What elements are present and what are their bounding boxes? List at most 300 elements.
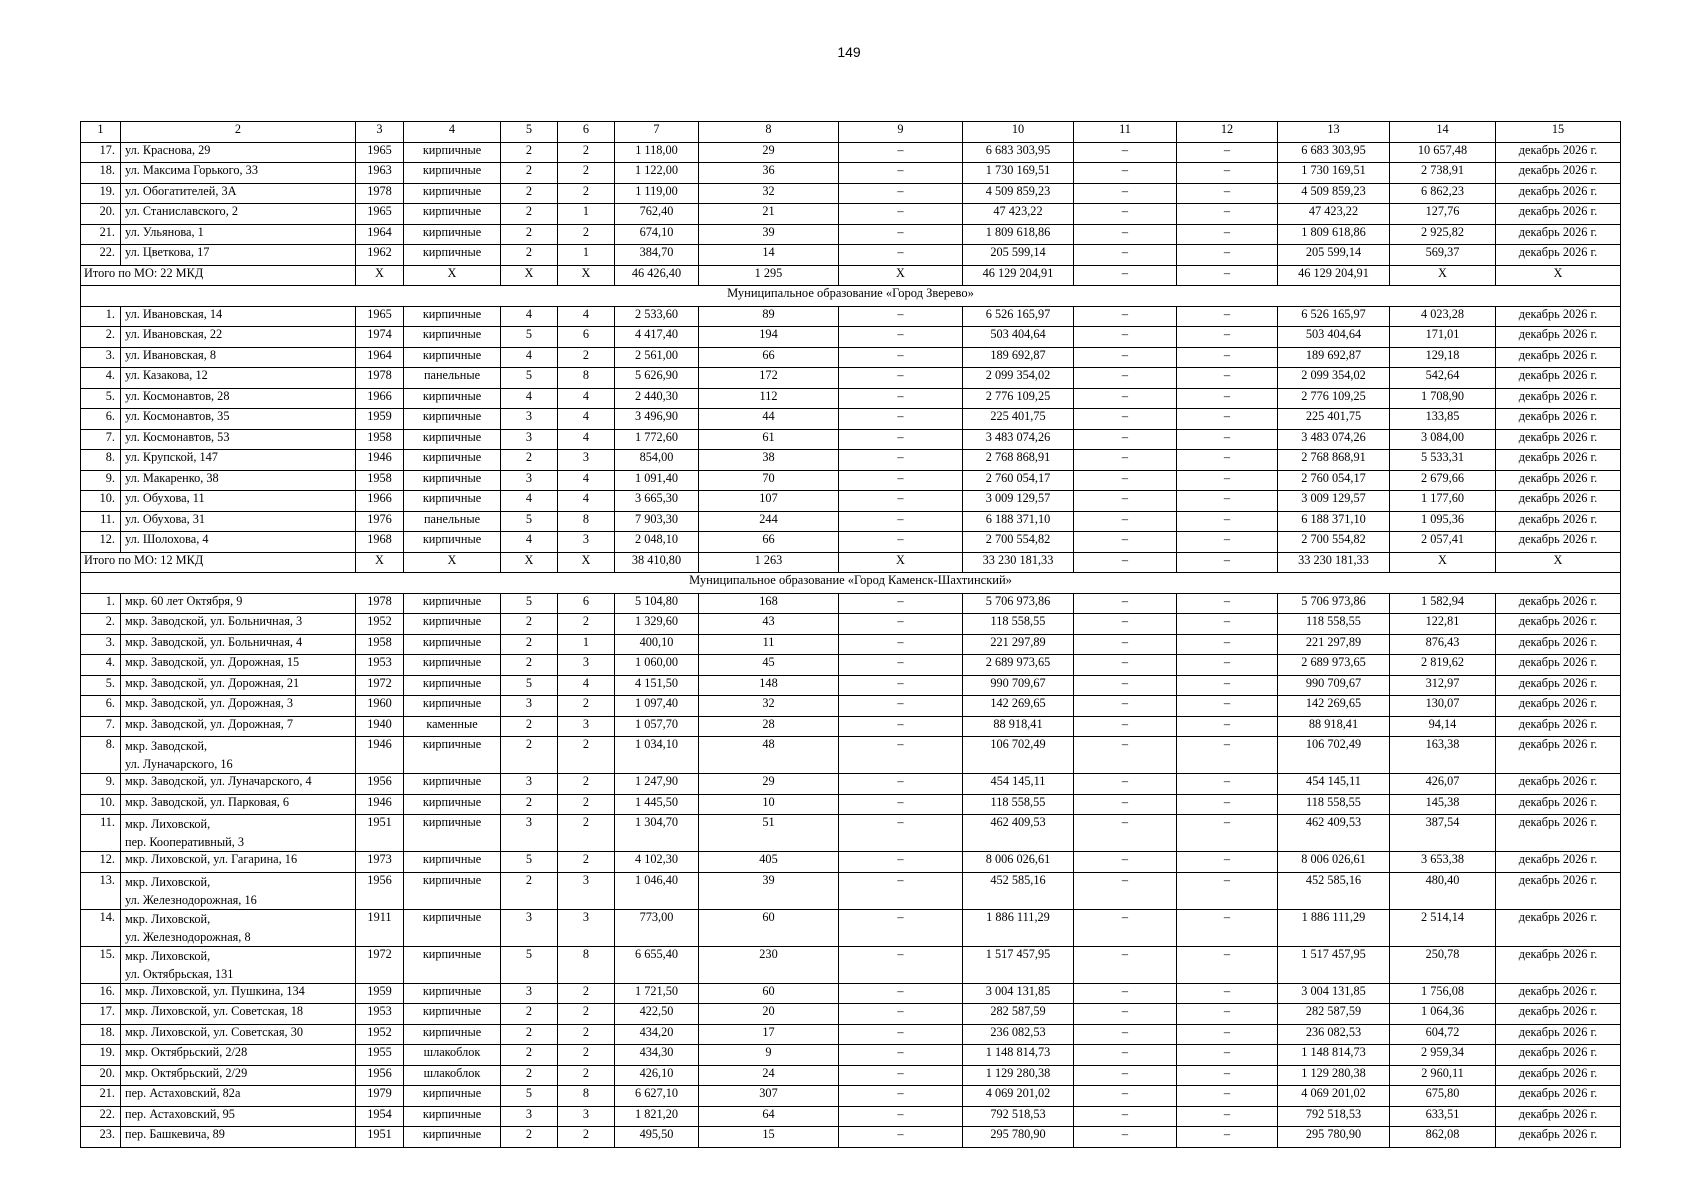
table-cell: 1 057,70 — [615, 716, 699, 737]
table-cell: – — [1074, 511, 1177, 532]
table-cell: – — [1177, 409, 1278, 430]
address-cell: ул. Космонавтов, 35 — [121, 409, 356, 430]
table-cell: 405 — [699, 852, 839, 873]
total-row — [81, 265, 1621, 286]
table-cell: 2 — [558, 1045, 615, 1066]
table-cell: 3 — [501, 774, 558, 795]
table-cell: 8 006 026,61 — [963, 852, 1074, 873]
address-cell: мкр. Заводской, ул. Больничная, 4 — [121, 634, 356, 655]
table-cell: 21. — [81, 1086, 121, 1107]
table-cell: декабрь 2026 г. — [1496, 593, 1621, 614]
table-cell: 70 — [699, 470, 839, 491]
housing-repair-table — [80, 121, 1621, 1148]
table-cell: 2 738,91 — [1390, 163, 1496, 184]
table-cell: декабрь 2026 г. — [1496, 163, 1621, 184]
table-cell: – — [1177, 368, 1278, 389]
table-cell: 3 — [501, 429, 558, 450]
column-number-cell: 5 — [501, 122, 558, 143]
table-cell: 1 — [558, 634, 615, 655]
table-cell: кирпичные — [404, 388, 501, 409]
table-cell: 1 129 280,38 — [963, 1065, 1074, 1086]
table-cell: 4. — [81, 655, 121, 676]
table-cell: кирпичные — [404, 946, 501, 983]
column-number-cell: 8 — [699, 122, 839, 143]
table-cell: 29 — [699, 774, 839, 795]
table-cell: 762,40 — [615, 204, 699, 225]
table-cell: 4 069 201,02 — [963, 1086, 1074, 1107]
table-cell: шлакоблок — [404, 1065, 501, 1086]
total-cell: 46 129 204,91 — [963, 265, 1074, 286]
table-cell: 312,97 — [1390, 675, 1496, 696]
table-cell: 1956 — [356, 774, 404, 795]
table-cell: 633,51 — [1390, 1106, 1496, 1127]
table-cell: 88 918,41 — [963, 716, 1074, 737]
table-cell: – — [1177, 634, 1278, 655]
table-cell: – — [839, 872, 963, 909]
table-cell: декабрь 2026 г. — [1496, 909, 1621, 946]
table-cell: кирпичные — [404, 470, 501, 491]
table-cell: 1 756,08 — [1390, 983, 1496, 1004]
table-cell: 1966 — [356, 388, 404, 409]
table-cell: – — [839, 614, 963, 635]
address-cell: мкр. Лиховской, ул. Гагарина, 16 — [121, 852, 356, 873]
table-cell: 1959 — [356, 983, 404, 1004]
section-heading: Муниципальное образование «Город Зверево» — [81, 286, 1621, 307]
table-cell: – — [1074, 1106, 1177, 1127]
table-cell: 1 721,50 — [615, 983, 699, 1004]
table-cell: 22. — [81, 1106, 121, 1127]
address-cell: мкр. Заводской, ул. Больничная, 3 — [121, 614, 356, 635]
table-cell: 1 247,90 — [615, 774, 699, 795]
table-row — [81, 614, 1621, 635]
table-cell: 8 — [558, 1086, 615, 1107]
table-cell: кирпичные — [404, 1086, 501, 1107]
table-cell: 1965 — [356, 306, 404, 327]
table-row — [81, 224, 1621, 245]
table-cell: 2 — [501, 183, 558, 204]
table-cell: 2 — [501, 1127, 558, 1148]
table-row — [81, 909, 1621, 946]
table-row — [81, 409, 1621, 430]
table-cell: 400,10 — [615, 634, 699, 655]
table-cell: 1940 — [356, 716, 404, 737]
table-cell: 295 780,90 — [963, 1127, 1074, 1148]
table-cell: – — [1177, 852, 1278, 873]
table-cell: кирпичные — [404, 872, 501, 909]
table-cell: 205 599,14 — [1278, 245, 1390, 266]
table-cell: 4 417,40 — [615, 327, 699, 348]
table-cell: 6 526 165,97 — [963, 306, 1074, 327]
table-cell: каменные — [404, 716, 501, 737]
table-cell: – — [839, 852, 963, 873]
table-cell: кирпичные — [404, 306, 501, 327]
table-cell: 434,30 — [615, 1045, 699, 1066]
table-cell: 1946 — [356, 794, 404, 815]
table-cell: 142 269,65 — [1278, 696, 1390, 717]
table-cell: – — [839, 306, 963, 327]
table-cell: 39 — [699, 872, 839, 909]
table-cell: – — [1074, 716, 1177, 737]
table-cell: – — [1074, 327, 1177, 348]
table-cell: 1956 — [356, 872, 404, 909]
table-cell: 2 689 973,65 — [1278, 655, 1390, 676]
table-row — [81, 511, 1621, 532]
column-number-cell: 6 — [558, 122, 615, 143]
table-cell: 221 297,89 — [1278, 634, 1390, 655]
table-cell: – — [839, 409, 963, 430]
table-cell: 1 304,70 — [615, 815, 699, 852]
table-cell: 12. — [81, 532, 121, 553]
table-cell: 2 689 973,65 — [963, 655, 1074, 676]
table-row — [81, 737, 1621, 774]
table-row — [81, 204, 1621, 225]
table-cell: 61 — [699, 429, 839, 450]
table-row — [81, 245, 1621, 266]
table-cell: 2 — [501, 716, 558, 737]
table-cell: 28 — [699, 716, 839, 737]
table-cell: декабрь 2026 г. — [1496, 388, 1621, 409]
table-cell: 51 — [699, 815, 839, 852]
table-row — [81, 1127, 1621, 1148]
table-cell: 2 099 354,02 — [1278, 368, 1390, 389]
total-cell: X — [501, 265, 558, 286]
total-cell: X — [839, 552, 963, 573]
table-cell: 282 587,59 — [1278, 1004, 1390, 1025]
table-cell: 16. — [81, 983, 121, 1004]
table-cell: декабрь 2026 г. — [1496, 429, 1621, 450]
address-cell: мкр. Заводской, ул. Парковая, 6 — [121, 794, 356, 815]
table-cell: декабрь 2026 г. — [1496, 815, 1621, 852]
table-cell: кирпичные — [404, 1106, 501, 1127]
total-cell: 46 426,40 — [615, 265, 699, 286]
table-row — [81, 872, 1621, 909]
table-cell: декабрь 2026 г. — [1496, 946, 1621, 983]
table-cell: 17. — [81, 1004, 121, 1025]
table-cell: 18. — [81, 163, 121, 184]
table-cell: 118 558,55 — [963, 614, 1074, 635]
table-cell: 225 401,75 — [1278, 409, 1390, 430]
address-cell: ул. Ульянова, 1 — [121, 224, 356, 245]
table-cell: 20. — [81, 204, 121, 225]
table-row — [81, 655, 1621, 676]
table-cell: 5 — [501, 511, 558, 532]
table-cell: 2 099 354,02 — [963, 368, 1074, 389]
table-cell: 10. — [81, 794, 121, 815]
total-label: Итого по МО: 12 МКД — [81, 552, 356, 573]
table-cell: 163,38 — [1390, 737, 1496, 774]
table-cell: 1978 — [356, 368, 404, 389]
total-cell: – — [1074, 265, 1177, 286]
table-cell: 2 — [558, 1065, 615, 1086]
address-cell: мкр. Заводской, ул. Дорожная, 15 — [121, 655, 356, 676]
table-row — [81, 306, 1621, 327]
table-cell: 6 — [558, 327, 615, 348]
table-cell: 112 — [699, 388, 839, 409]
table-cell: – — [1074, 1086, 1177, 1107]
table-cell: кирпичные — [404, 852, 501, 873]
table-cell: – — [1177, 716, 1278, 737]
table-row — [81, 983, 1621, 1004]
table-cell: 8 006 026,61 — [1278, 852, 1390, 873]
table-cell: – — [1074, 1045, 1177, 1066]
table-cell: 5 — [501, 1086, 558, 1107]
table-cell: – — [1177, 655, 1278, 676]
table-cell: 2 700 554,82 — [1278, 532, 1390, 553]
table-cell: – — [1177, 327, 1278, 348]
table-cell: 1978 — [356, 183, 404, 204]
table-cell: декабрь 2026 г. — [1496, 716, 1621, 737]
table-cell: 1976 — [356, 511, 404, 532]
address-cell: мкр. Октябрьский, 2/29 — [121, 1065, 356, 1086]
table-cell: 6 — [558, 593, 615, 614]
table-cell: 2 — [558, 347, 615, 368]
table-cell: 2 768 868,91 — [963, 450, 1074, 471]
table-cell: 5 706 973,86 — [1278, 593, 1390, 614]
table-cell: 2 — [558, 696, 615, 717]
table-cell: 47 423,22 — [963, 204, 1074, 225]
table-cell: 2 — [501, 1004, 558, 1025]
table-cell: 236 082,53 — [1278, 1024, 1390, 1045]
total-cell: – — [1177, 265, 1278, 286]
table-cell: декабрь 2026 г. — [1496, 491, 1621, 512]
table-cell: декабрь 2026 г. — [1496, 634, 1621, 655]
table-cell: 2 — [558, 142, 615, 163]
table-cell: 3 496,90 — [615, 409, 699, 430]
table-cell: 1 148 814,73 — [1278, 1045, 1390, 1066]
table-cell: 2 — [558, 614, 615, 635]
table-row — [81, 1065, 1621, 1086]
table-cell: 1 064,36 — [1390, 1004, 1496, 1025]
table-cell: 45 — [699, 655, 839, 676]
table-cell: кирпичные — [404, 983, 501, 1004]
table-cell: 5 706 973,86 — [963, 593, 1074, 614]
table-cell: 434,20 — [615, 1024, 699, 1045]
table-cell: 20. — [81, 1065, 121, 1086]
table-cell: 1 772,60 — [615, 429, 699, 450]
table-cell: 4 — [501, 491, 558, 512]
table-cell: – — [839, 1004, 963, 1025]
table-cell: 44 — [699, 409, 839, 430]
table-cell: 168 — [699, 593, 839, 614]
table-cell: 1978 — [356, 593, 404, 614]
column-number-cell: 9 — [839, 122, 963, 143]
table-cell: 3 — [501, 1106, 558, 1127]
table-cell: – — [1177, 470, 1278, 491]
table-cell: 2 533,60 — [615, 306, 699, 327]
table-cell: 2 776 109,25 — [963, 388, 1074, 409]
table-row — [81, 450, 1621, 471]
address-cell: мкр. Заводской, ул. Дорожная, 21 — [121, 675, 356, 696]
table-cell: 2 — [501, 1024, 558, 1045]
column-number-cell: 7 — [615, 122, 699, 143]
table-cell: – — [839, 163, 963, 184]
table-cell: 189 692,87 — [1278, 347, 1390, 368]
table-cell: 2 — [501, 872, 558, 909]
table-cell: 2 — [558, 774, 615, 795]
column-number-cell: 10 — [963, 122, 1074, 143]
table-cell: – — [839, 224, 963, 245]
table-cell: – — [1074, 429, 1177, 450]
total-cell: 1 263 — [699, 552, 839, 573]
table-cell: 1 517 457,95 — [963, 946, 1074, 983]
table-cell: декабрь 2026 г. — [1496, 872, 1621, 909]
table-cell: кирпичные — [404, 634, 501, 655]
table-cell: – — [839, 1024, 963, 1045]
table-cell: – — [1074, 815, 1177, 852]
table-cell: – — [839, 347, 963, 368]
table-cell: 495,50 — [615, 1127, 699, 1148]
table-cell: 189 692,87 — [963, 347, 1074, 368]
total-cell: X — [404, 265, 501, 286]
table-cell: декабрь 2026 г. — [1496, 450, 1621, 471]
table-cell: 2 057,41 — [1390, 532, 1496, 553]
address-cell: ул. Максима Горького, 33 — [121, 163, 356, 184]
table-cell: 1965 — [356, 142, 404, 163]
total-cell: X — [356, 552, 404, 573]
table-cell: 8 — [558, 511, 615, 532]
address-cell: ул. Краснова, 29 — [121, 142, 356, 163]
table-cell: 5 — [501, 368, 558, 389]
table-cell: 22. — [81, 245, 121, 266]
table-cell: 36 — [699, 163, 839, 184]
table-cell: декабрь 2026 г. — [1496, 774, 1621, 795]
table-cell: – — [839, 909, 963, 946]
table-cell: – — [839, 429, 963, 450]
table-cell: 29 — [699, 142, 839, 163]
table-cell: 6 683 303,95 — [1278, 142, 1390, 163]
table-cell: 19. — [81, 183, 121, 204]
table-cell: – — [839, 1127, 963, 1148]
table-cell: 2 700 554,82 — [963, 532, 1074, 553]
table-cell: 3 — [558, 655, 615, 676]
table-cell: 122,81 — [1390, 614, 1496, 635]
table-cell: – — [1177, 946, 1278, 983]
table-cell: 4 — [501, 306, 558, 327]
table-cell: 172 — [699, 368, 839, 389]
table-cell: декабрь 2026 г. — [1496, 327, 1621, 348]
table-cell: 1946 — [356, 450, 404, 471]
table-cell: декабрь 2026 г. — [1496, 983, 1621, 1004]
table-cell: 20 — [699, 1004, 839, 1025]
address-cell: мкр. Лиховской, ул. Советская, 30 — [121, 1024, 356, 1045]
table-cell: 792 518,53 — [1278, 1106, 1390, 1127]
table-cell: 1 329,60 — [615, 614, 699, 635]
table-cell: 1968 — [356, 532, 404, 553]
table-row — [81, 429, 1621, 450]
table-row — [81, 532, 1621, 553]
table-cell: декабрь 2026 г. — [1496, 1065, 1621, 1086]
table-cell: – — [1074, 204, 1177, 225]
table-cell: 6. — [81, 696, 121, 717]
table-cell: 2. — [81, 614, 121, 635]
table-cell: панельные — [404, 511, 501, 532]
table-cell: 171,01 — [1390, 327, 1496, 348]
table-cell: 1972 — [356, 946, 404, 983]
table-cell: – — [1177, 1106, 1278, 1127]
table-cell: 2 819,62 — [1390, 655, 1496, 676]
table-cell: декабрь 2026 г. — [1496, 794, 1621, 815]
table-cell: – — [1074, 532, 1177, 553]
table-cell: 3 009 129,57 — [1278, 491, 1390, 512]
table-row — [81, 774, 1621, 795]
address-cell: мкр. Заводской, ул. Луначарского, 16 — [121, 737, 356, 774]
table-cell: – — [1177, 614, 1278, 635]
table-cell: 148 — [699, 675, 839, 696]
table-cell: 1 708,90 — [1390, 388, 1496, 409]
table-cell: 2 — [501, 450, 558, 471]
table-cell: панельные — [404, 368, 501, 389]
table-cell: кирпичные — [404, 429, 501, 450]
table-cell: 12. — [81, 852, 121, 873]
table-cell: 773,00 — [615, 909, 699, 946]
table-cell: 876,43 — [1390, 634, 1496, 655]
table-row — [81, 1106, 1621, 1127]
table-cell: – — [1074, 675, 1177, 696]
table-cell: 4 151,50 — [615, 675, 699, 696]
table-cell: кирпичные — [404, 409, 501, 430]
table-cell: 230 — [699, 946, 839, 983]
table-cell: 4 — [501, 388, 558, 409]
table-cell: – — [1177, 675, 1278, 696]
table-cell: 118 558,55 — [1278, 794, 1390, 815]
table-cell: 66 — [699, 532, 839, 553]
table-cell: – — [1177, 1024, 1278, 1045]
address-cell: ул. Ивановская, 14 — [121, 306, 356, 327]
address-cell: мкр. Лиховской, ул. Октябрьская, 131 — [121, 946, 356, 983]
table-cell: – — [1074, 852, 1177, 873]
total-cell: 33 230 181,33 — [1278, 552, 1390, 573]
table-cell: – — [1074, 142, 1177, 163]
total-cell: X — [1390, 552, 1496, 573]
table-cell: 4 023,28 — [1390, 306, 1496, 327]
table-cell: 3 — [558, 1106, 615, 1127]
table-cell: 1 821,20 — [615, 1106, 699, 1127]
table-cell: 3 — [501, 815, 558, 852]
table-cell: 503 404,64 — [963, 327, 1074, 348]
address-cell: мкр. Заводской, ул. Дорожная, 7 — [121, 716, 356, 737]
address-cell: мкр. Лиховской, ул. Железнодорожная, 8 — [121, 909, 356, 946]
table-cell: 3 — [501, 409, 558, 430]
table-cell: 1 — [558, 245, 615, 266]
table-cell: 7. — [81, 716, 121, 737]
address-cell: пер. Астаховский, 95 — [121, 1106, 356, 1127]
column-number-cell: 15 — [1496, 122, 1621, 143]
table-cell: 2 — [558, 737, 615, 774]
table-cell: кирпичные — [404, 224, 501, 245]
table-cell: – — [1074, 491, 1177, 512]
table-cell: 145,38 — [1390, 794, 1496, 815]
section-heading-row — [81, 573, 1621, 594]
address-cell: мкр. Лиховской, ул. Пушкина, 134 — [121, 983, 356, 1004]
table-cell: 2 — [501, 1065, 558, 1086]
table-cell: 7 903,30 — [615, 511, 699, 532]
table-cell: 64 — [699, 1106, 839, 1127]
table-cell: – — [1074, 409, 1177, 430]
table-cell: 6. — [81, 409, 121, 430]
table-cell: 2 — [501, 245, 558, 266]
table-cell: 3 — [558, 532, 615, 553]
table-cell: – — [1177, 142, 1278, 163]
table-cell: – — [1074, 1024, 1177, 1045]
table-cell: 422,50 — [615, 1004, 699, 1025]
table-cell: 2 048,10 — [615, 532, 699, 553]
column-number-cell: 2 — [121, 122, 356, 143]
table-cell: 426,07 — [1390, 774, 1496, 795]
column-number-cell: 4 — [404, 122, 501, 143]
table-cell: – — [1177, 388, 1278, 409]
column-number-row — [81, 122, 1621, 143]
column-number-cell: 11 — [1074, 122, 1177, 143]
